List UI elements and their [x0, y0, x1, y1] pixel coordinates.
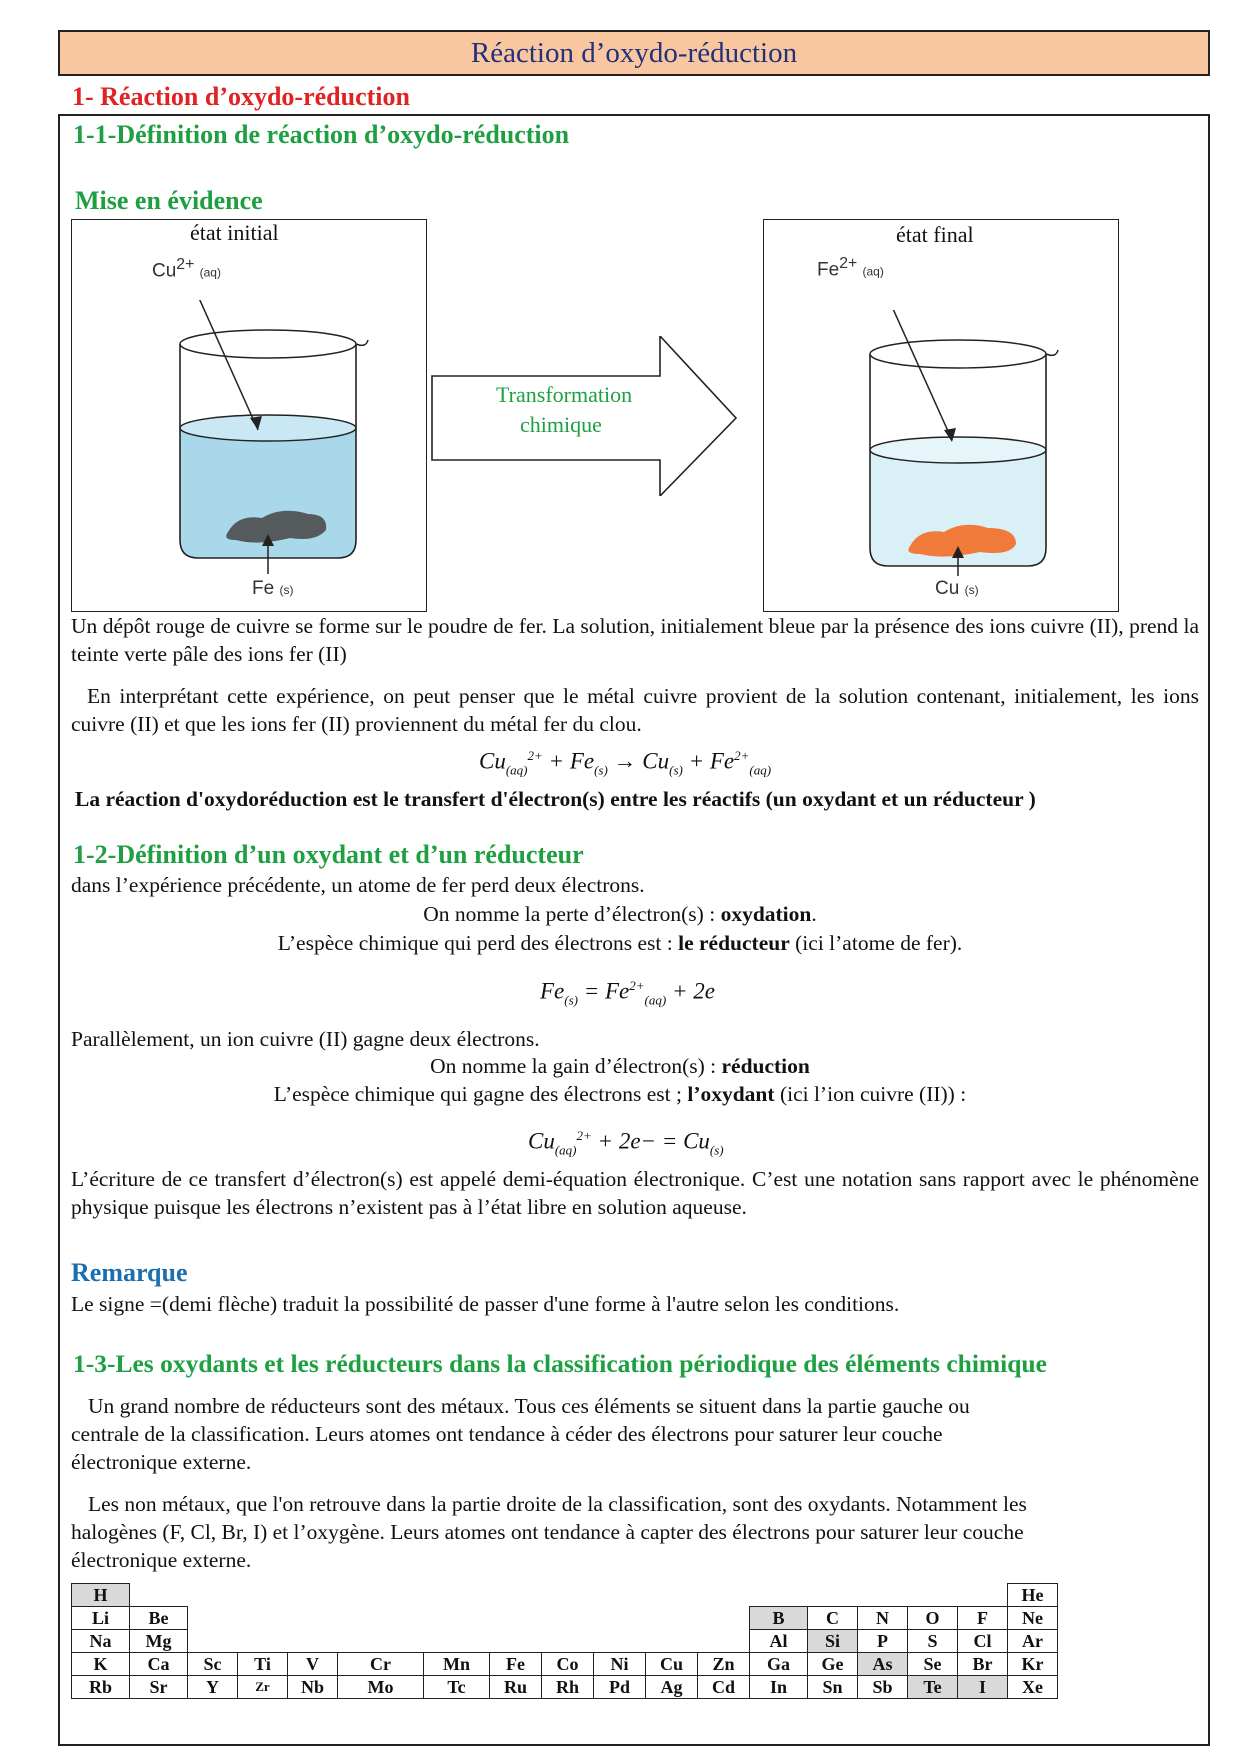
- empty-cell: [490, 1584, 542, 1607]
- eq1-ion-state: (aq): [644, 992, 667, 1008]
- element-cell-zn: Zn: [698, 1653, 750, 1676]
- empty-cell: [858, 1584, 908, 1607]
- eq-plus-fe-ion: + Fe: [688, 748, 735, 774]
- element-cell-ca: Ca: [130, 1653, 188, 1676]
- eq1-fe-state: (s): [564, 992, 578, 1008]
- equation-reduction: [528, 1128, 724, 1158]
- element-cell-se: Se: [908, 1653, 958, 1676]
- empty-cell: [808, 1584, 858, 1607]
- beaker-rim-initial: [180, 330, 356, 358]
- element-cell-ge: Ge: [808, 1653, 858, 1676]
- sub2-line4: Parallèlement, un ion cuivre (II) gagne deux électrons.: [71, 1027, 540, 1051]
- initial-solid-label: [252, 578, 293, 600]
- element-cell-sc: Sc: [188, 1653, 238, 1676]
- oxidation-period: .: [811, 902, 817, 926]
- eq-fe-state: (s): [594, 762, 608, 778]
- element-cell-c: C: [808, 1607, 858, 1630]
- final-ion-state: (aq): [862, 264, 884, 279]
- empty-cell: [750, 1584, 808, 1607]
- remarque-heading: Remarque: [71, 1258, 188, 1287]
- element-cell-be: Be: [130, 1607, 188, 1630]
- element-cell-ni: Ni: [594, 1653, 646, 1676]
- empty-cell: [908, 1584, 958, 1607]
- element-cell-br: Br: [958, 1653, 1008, 1676]
- paragraph-observation: Un dépôt rouge de cuivre se forme sur le poudre de fer. La solution, initialement bleue par la présence des ions cuivre (II), prend la teinte verte pâle des ions fer (II): [71, 614, 1199, 666]
- beaker-initial: [150, 300, 390, 580]
- empty-cell: [490, 1607, 542, 1630]
- element-cell-ne: Ne: [1008, 1607, 1058, 1630]
- oxidation-text: On nomme la perte d’électron(s) :: [423, 902, 721, 926]
- empty-cell: [288, 1630, 338, 1653]
- periodic-table-row: [72, 1607, 1058, 1630]
- initial-ion-label: [152, 256, 221, 282]
- element-cell-tc: Tc: [424, 1676, 490, 1699]
- eq2-solid-state: (s): [709, 1142, 724, 1158]
- eq2-cu: Cu: [528, 1128, 555, 1154]
- empty-cell: [288, 1607, 338, 1630]
- element-cell-k: K: [72, 1653, 130, 1676]
- initial-ion-charge: 2+: [176, 256, 195, 273]
- eq-cu-solid-state: (s): [669, 762, 683, 778]
- element-cell-rb: Rb: [72, 1676, 130, 1699]
- sub3-p2-line3: électronique externe.: [71, 1548, 252, 1572]
- element-cell-sr: Sr: [130, 1676, 188, 1699]
- mise-en-evidence-heading: Mise en évidence: [75, 186, 263, 215]
- element-cell-h: H: [72, 1584, 130, 1607]
- eq-cu: Cu: [479, 748, 506, 774]
- empty-cell: [542, 1630, 594, 1653]
- element-cell-kr: Kr: [1008, 1653, 1058, 1676]
- element-cell-mn: Mn: [424, 1653, 490, 1676]
- sub2-line-reduction: [0, 1054, 1240, 1079]
- empty-cell: [338, 1607, 424, 1630]
- eq1-fe: Fe: [540, 978, 565, 1004]
- element-cell-na: Na: [72, 1630, 130, 1653]
- initial-state-label: état initial: [190, 220, 279, 245]
- final-state-label: état final: [896, 222, 974, 247]
- empty-cell: [698, 1607, 750, 1630]
- eq-cu-charge: 2+: [527, 748, 543, 763]
- periodic-table-row: [72, 1584, 1058, 1607]
- element-cell-ti: Ti: [238, 1653, 288, 1676]
- element-cell-pd: Pd: [594, 1676, 646, 1699]
- eq-plus-fe: + Fe: [548, 748, 595, 774]
- element-cell-mg: Mg: [130, 1630, 188, 1653]
- empty-cell: [424, 1607, 490, 1630]
- element-cell-cd: Cd: [698, 1676, 750, 1699]
- subsection-heading-1-2: 1-2-Définition d’un oxydant et d’un réducteur: [73, 840, 584, 869]
- empty-cell: [238, 1584, 288, 1607]
- element-cell-i: I: [958, 1676, 1008, 1699]
- element-cell-sn: Sn: [808, 1676, 858, 1699]
- element-cell-y: Y: [188, 1676, 238, 1699]
- element-cell-rh: Rh: [542, 1676, 594, 1699]
- empty-cell: [238, 1630, 288, 1653]
- element-cell-in: In: [750, 1676, 808, 1699]
- sub3-p1-line2: centrale de la classification. Leurs atomes ont tendance à céder des électrons pour saturer leur couche: [71, 1422, 943, 1446]
- eq1-end: + 2e: [671, 978, 715, 1004]
- element-cell-nb: Nb: [288, 1676, 338, 1699]
- empty-cell: [542, 1584, 594, 1607]
- empty-cell: [424, 1630, 490, 1653]
- beaker-final: [840, 310, 1080, 580]
- final-solid-symbol: Cu: [935, 578, 960, 599]
- element-cell-v: V: [288, 1653, 338, 1676]
- element-cell-ag: Ag: [646, 1676, 698, 1699]
- element-cell-si: Si: [808, 1630, 858, 1653]
- definition-redox: La réaction d'oxydoréduction est le transfert d'électron(s) entre les réactifs (un oxydant et un réducteur ): [75, 787, 1036, 811]
- empty-cell: [594, 1607, 646, 1630]
- solution-surface-initial: [180, 415, 356, 441]
- sub3-p1-line3: électronique externe.: [71, 1450, 252, 1474]
- empty-cell: [490, 1630, 542, 1653]
- element-cell-li: Li: [72, 1607, 130, 1630]
- empty-cell: [594, 1630, 646, 1653]
- subsection-heading-1-1: 1-1-Définition de réaction d’oxydo-réduction: [73, 120, 570, 149]
- eq2-charge: 2+: [576, 1128, 592, 1143]
- empty-cell: [288, 1584, 338, 1607]
- eq2-mid: + 2e− = Cu: [597, 1128, 710, 1154]
- element-cell-mo: Mo: [338, 1676, 424, 1699]
- oxidation-term: oxydation: [720, 902, 812, 926]
- oxidant-text: L’espèce chimique qui gagne des électrons est ;: [273, 1082, 688, 1106]
- element-cell-zr: Zr: [238, 1676, 288, 1699]
- empty-cell: [646, 1584, 698, 1607]
- final-solid-state: (s): [964, 583, 979, 597]
- sub2-line-oxidation: [0, 902, 1240, 927]
- element-cell-b: B: [750, 1607, 808, 1630]
- initial-solid-state: (s): [279, 583, 294, 597]
- eq-arrow-cu: → Cu: [613, 748, 670, 774]
- initial-ion-state: (aq): [199, 265, 221, 280]
- sub2-line1: dans l’expérience précédente, un atome de fer perd deux électrons.: [71, 873, 645, 897]
- solution-surface-final: [870, 437, 1046, 463]
- page-title-text: Réaction d’oxydo-réduction: [470, 37, 798, 69]
- section-heading-1: 1- Réaction d’oxydo-réduction: [72, 82, 410, 111]
- beaker-spout-final: [1046, 350, 1058, 355]
- element-cell-sb: Sb: [858, 1676, 908, 1699]
- reduction-term: réduction: [721, 1054, 810, 1078]
- element-cell-o: O: [908, 1607, 958, 1630]
- final-ion-symbol: Fe: [817, 259, 840, 281]
- eq-fe-ion-state: (aq): [749, 762, 772, 778]
- periodic-table-row: [72, 1630, 1058, 1653]
- empty-cell: [188, 1584, 238, 1607]
- element-cell-cr: Cr: [338, 1653, 424, 1676]
- element-cell-te: Te: [908, 1676, 958, 1699]
- initial-solid-symbol: Fe: [252, 578, 275, 599]
- equation-oxidation: [540, 978, 715, 1008]
- periodic-table: [71, 1583, 1058, 1699]
- empty-cell: [130, 1584, 188, 1607]
- oxidant-term: l’oxydant: [687, 1082, 775, 1106]
- reduction-text: On nomme la gain d’électron(s) :: [430, 1054, 722, 1078]
- eq1-charge: 2+: [629, 978, 645, 993]
- beaker-rim-final: [870, 340, 1046, 368]
- empty-cell: [338, 1630, 424, 1653]
- empty-cell: [338, 1584, 424, 1607]
- paragraph-half-equation: L’écriture de ce transfert d’électron(s) est appelé demi-équation électronique. C’est une notation sans rapport avec le phénomène physique puisque les électrons n’existent pas à l’état libre en solution aqueuse.: [71, 1167, 1199, 1219]
- element-cell-fe: Fe: [490, 1653, 542, 1676]
- empty-cell: [542, 1607, 594, 1630]
- sub3-p2-line2: halogènes (F, Cl, Br, I) et l’oxygène. Leurs atomes ont tendance à capter des électrons pour saturer leur couche: [71, 1520, 1024, 1544]
- eq1-mid: = Fe: [583, 978, 630, 1004]
- beaker-spout-initial: [356, 340, 368, 345]
- empty-cell: [594, 1584, 646, 1607]
- element-cell-he: He: [1008, 1584, 1058, 1607]
- final-ion-charge: 2+: [839, 255, 858, 272]
- equation-overall: [479, 748, 771, 778]
- paragraph-interpretation: En interprétant cette expérience, on peut penser que le métal cuivre provient de la solution contenant, initialement, les ions cuivre (II) et que les ions fer (II) proviennent du métal fer du clou.: [71, 684, 1199, 736]
- element-cell-xe: Xe: [1008, 1676, 1058, 1699]
- element-cell-co: Co: [542, 1653, 594, 1676]
- subsection-heading-1-3: 1-3-Les oxydants et les réducteurs dans la classification périodique des éléments chimique: [73, 1349, 1047, 1378]
- sub2-line-reducer: [0, 931, 1240, 956]
- reducer-text: L’espèce chimique qui perd des électrons est :: [277, 931, 679, 955]
- element-cell-al: Al: [750, 1630, 808, 1653]
- reducer-note: (ici l’atome de fer).: [789, 931, 963, 955]
- initial-ion-symbol: Cu: [152, 260, 177, 282]
- pointer-line-ion-initial: [190, 300, 258, 430]
- empty-cell: [188, 1607, 238, 1630]
- element-cell-p: P: [858, 1630, 908, 1653]
- periodic-table-body: [72, 1584, 1058, 1699]
- empty-cell: [646, 1630, 698, 1653]
- element-cell-f: F: [958, 1607, 1008, 1630]
- eq-cu-state: (aq): [505, 762, 528, 778]
- arrow-text-line1: Transformation: [496, 382, 633, 407]
- reducer-term: le réducteur: [678, 931, 790, 955]
- empty-cell: [698, 1630, 750, 1653]
- page-title: [58, 30, 1210, 76]
- periodic-table-row: [72, 1653, 1058, 1676]
- eq2-cu-state: (aq): [554, 1142, 577, 1158]
- sub2-line-oxidant: [0, 1082, 1240, 1107]
- final-ion-label: [817, 255, 884, 281]
- empty-cell: [646, 1607, 698, 1630]
- final-solid-label: [935, 578, 979, 600]
- sub3-p2-line1: Les non métaux, que l'on retrouve dans la partie droite de la classification, sont des oxydants. Notamment les: [88, 1492, 1027, 1516]
- periodic-table-row: [72, 1676, 1058, 1699]
- element-cell-as: As: [858, 1653, 908, 1676]
- element-cell-n: N: [858, 1607, 908, 1630]
- arrow-text-line2: chimique: [520, 412, 602, 437]
- element-cell-ru: Ru: [490, 1676, 542, 1699]
- empty-cell: [958, 1584, 1008, 1607]
- element-cell-ar: Ar: [1008, 1630, 1058, 1653]
- element-cell-cu: Cu: [646, 1653, 698, 1676]
- element-cell-s: S: [908, 1630, 958, 1653]
- remarque-text: Le signe =(demi flèche) traduit la possibilité de passer d'une forme à l'autre selon les conditions.: [71, 1292, 900, 1316]
- empty-cell: [424, 1584, 490, 1607]
- empty-cell: [188, 1630, 238, 1653]
- empty-cell: [238, 1607, 288, 1630]
- empty-cell: [698, 1584, 750, 1607]
- eq-fe-charge: 2+: [734, 748, 750, 763]
- element-cell-ga: Ga: [750, 1653, 808, 1676]
- pointer-line-ion-final: [880, 310, 952, 440]
- sub3-p1-line1: Un grand nombre de réducteurs sont des métaux. Tous ces éléments se situent dans la partie gauche ou: [88, 1394, 970, 1418]
- oxidant-note: (ici l’ion cuivre (II)) :: [774, 1082, 967, 1106]
- element-cell-cl: Cl: [958, 1630, 1008, 1653]
